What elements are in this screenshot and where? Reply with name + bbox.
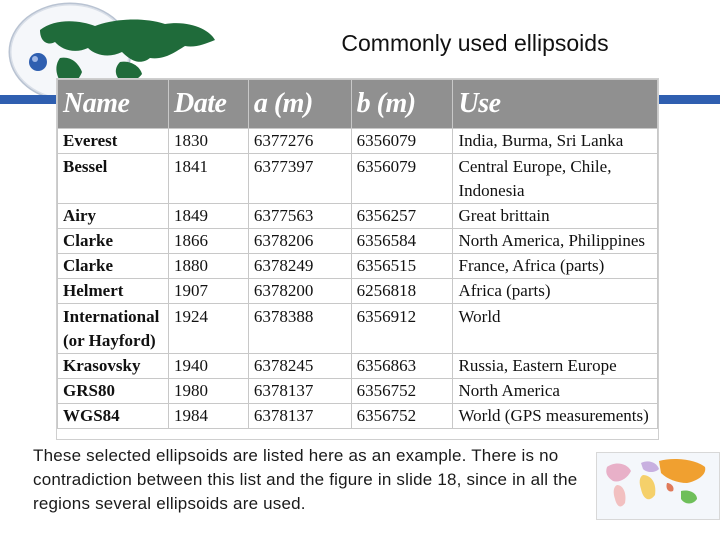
cell-a: 6378249: [248, 254, 351, 279]
table-row: [58, 254, 658, 279]
cell-a: 6377397: [248, 154, 351, 204]
table-row: [58, 154, 658, 204]
cell-name: Clarke: [58, 229, 169, 254]
cell-a: 6378137: [248, 379, 351, 404]
cell-date: 1907: [168, 279, 248, 304]
cell-use: India, Burma, Sri Lanka: [453, 129, 658, 154]
cell-name: Helmert: [58, 279, 169, 304]
cell-a: 6378200: [248, 279, 351, 304]
cell-b: 6356079: [351, 129, 453, 154]
cell-date: 1849: [168, 204, 248, 229]
cell-use: North America: [453, 379, 658, 404]
cell-date: 1866: [168, 229, 248, 254]
table-row: [58, 279, 658, 304]
cell-b: 6356515: [351, 254, 453, 279]
table-row: [58, 354, 658, 379]
cell-a: 6377276: [248, 129, 351, 154]
ellipsoid-table: [57, 79, 658, 429]
world-map-thumbnail: [596, 452, 720, 520]
cell-b: 6356584: [351, 229, 453, 254]
cell-name: WGS84: [58, 404, 169, 429]
cell-name: Clarke: [58, 254, 169, 279]
cell-b: 6356752: [351, 379, 453, 404]
cell-use: Great brittain: [453, 204, 658, 229]
cell-name: Everest: [58, 129, 169, 154]
cell-use: France, Africa (parts): [453, 254, 658, 279]
header-a: a (m): [248, 80, 351, 129]
header-name: Name: [58, 80, 169, 129]
cell-b: 6356079: [351, 154, 453, 204]
header-use: Use: [453, 80, 658, 129]
slide-caption: These selected ellipsoids are listed here as an example. There is no contradiction between this list and the figure in slide 18, since in all the regions several ellipsoids are used.: [33, 446, 578, 513]
cell-name: International (or Hayford): [58, 304, 169, 354]
cell-b: 6256818: [351, 279, 453, 304]
header-b: b (m): [351, 80, 453, 129]
cell-b: 6356752: [351, 404, 453, 429]
table-row: [58, 404, 658, 429]
cell-date: 1984: [168, 404, 248, 429]
slide-title: Commonly used ellipsoids: [341, 30, 609, 56]
cell-date: 1880: [168, 254, 248, 279]
cell-b: 6356257: [351, 204, 453, 229]
cell-name: Bessel: [58, 154, 169, 204]
cell-b: 6356912: [351, 304, 453, 354]
cell-use: Africa (parts): [453, 279, 658, 304]
cell-use: World: [453, 304, 658, 354]
table-header-row: [58, 80, 658, 129]
cell-a: 6378206: [248, 229, 351, 254]
table-row: [58, 304, 658, 354]
cell-b: 6356863: [351, 354, 453, 379]
header-date: Date: [168, 80, 248, 129]
cell-name: Airy: [58, 204, 169, 229]
cell-date: 1924: [168, 304, 248, 354]
cell-date: 1940: [168, 354, 248, 379]
cell-use: Central Europe, Chile, Indonesia: [453, 154, 658, 204]
cell-date: 1980: [168, 379, 248, 404]
cell-date: 1841: [168, 154, 248, 204]
cell-a: 6378137: [248, 404, 351, 429]
cell-use: Russia, Eastern Europe: [453, 354, 658, 379]
ellipsoid-table-container: [56, 78, 659, 440]
cell-name: Krasovsky: [58, 354, 169, 379]
cell-a: 6378245: [248, 354, 351, 379]
cell-use: North America, Philippines: [453, 229, 658, 254]
cell-use: World (GPS measurements): [453, 404, 658, 429]
cell-date: 1830: [168, 129, 248, 154]
cell-name: GRS80: [58, 379, 169, 404]
cell-a: 6377563: [248, 204, 351, 229]
cell-a: 6378388: [248, 304, 351, 354]
table-row: [58, 129, 658, 154]
table-row: [58, 204, 658, 229]
table-row: [58, 229, 658, 254]
table-row: [58, 379, 658, 404]
